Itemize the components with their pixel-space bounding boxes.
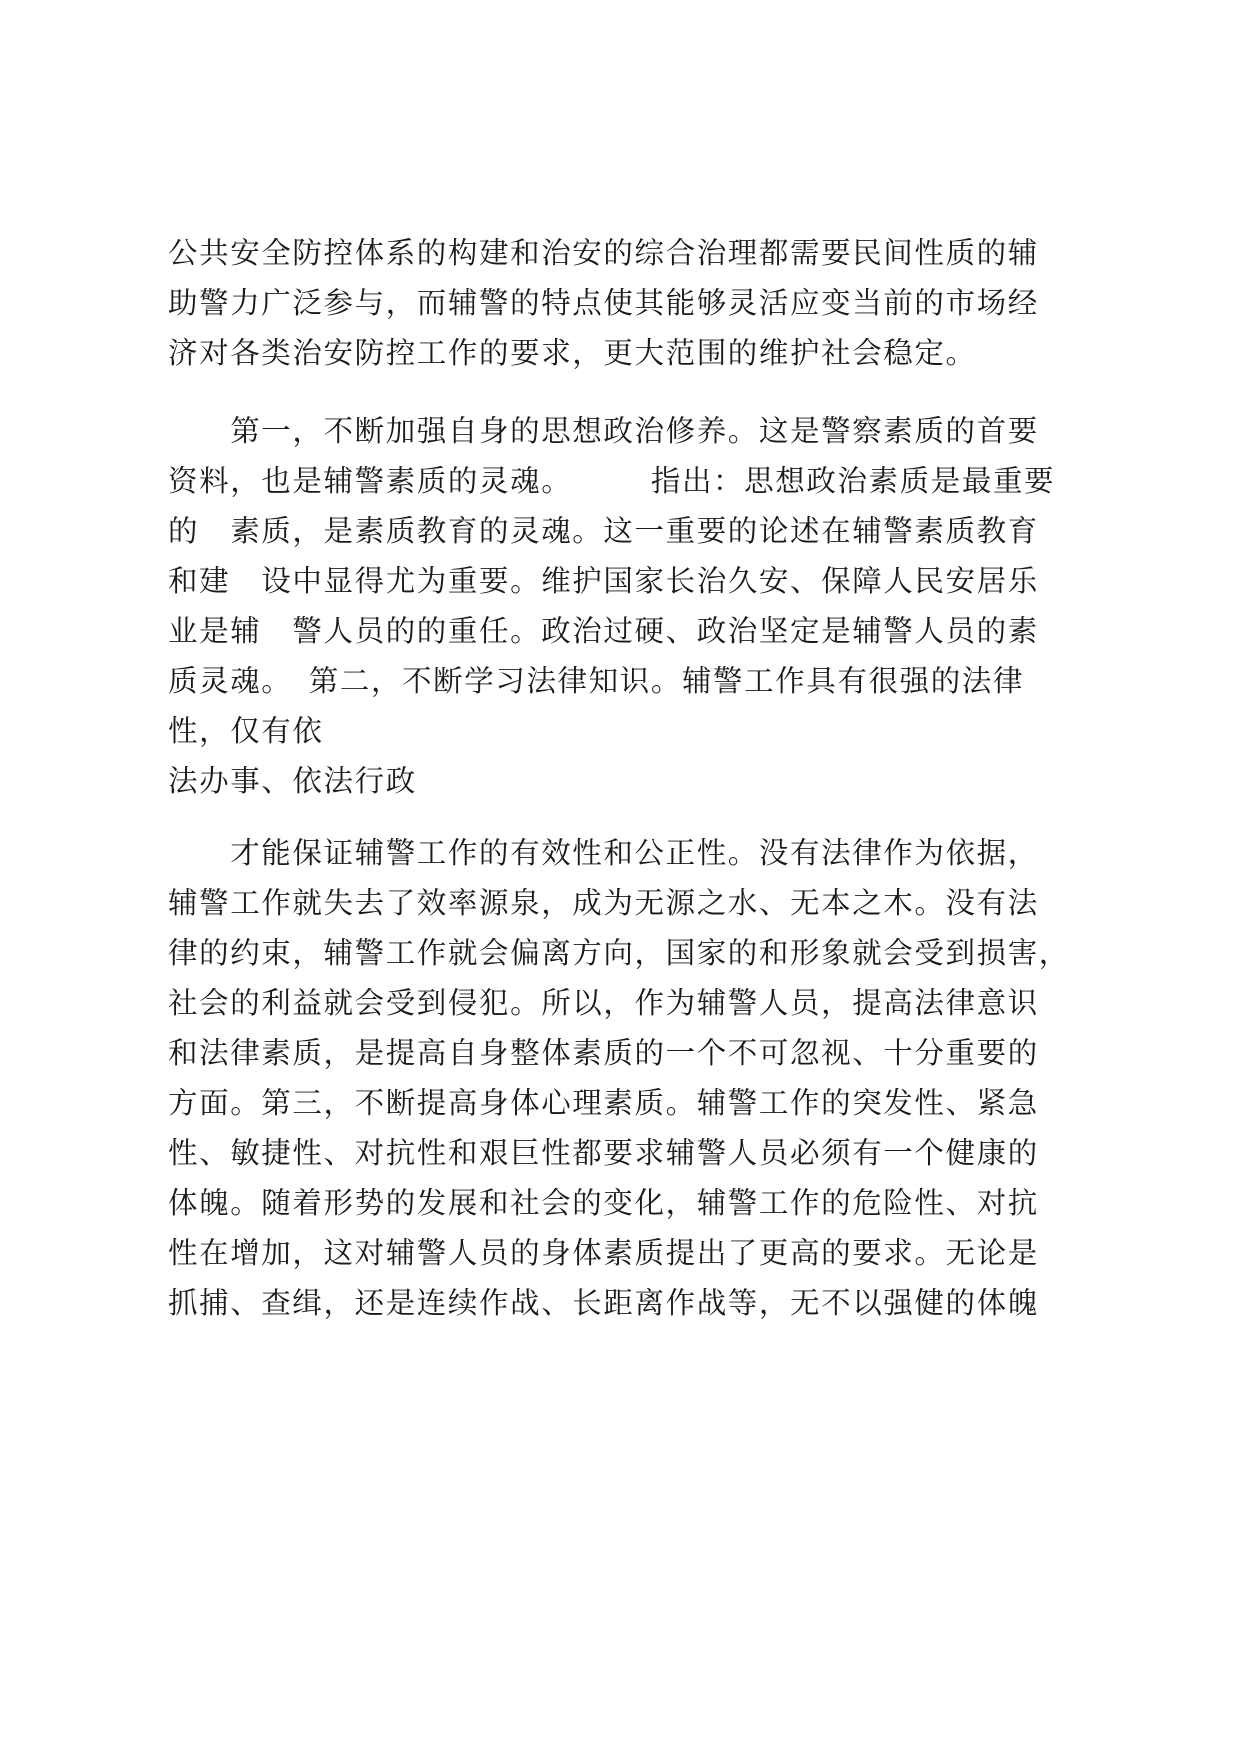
text-line: 才能保证辅警工作的有效性和公正性。没有法律作为依据， (168, 836, 1039, 870)
text-line: 质灵魂。 第二，不断学习法律知识。辅警工作具有很强的法律 (168, 664, 1025, 698)
text-line: 助警力广泛参与，而辅警的特点使其能够灵活应变当前的市场经 (168, 286, 1039, 320)
text-line: 性，仅有依 (168, 714, 324, 748)
text-line: 公共安全防控体系的构建和治安的综合治理都需要民间性质的辅 (168, 236, 1039, 270)
paragraph-3 (168, 756, 1088, 806)
text-line: 辅警工作就失去了效率源泉，成为无源之水、无本之木。没有法 (168, 886, 1039, 920)
text-line: 资料，也是辅警素质的灵魂。 指出：思想政治素质是最重要 (168, 464, 1056, 498)
text-line: 业是辅 警人员的的重任。政治过硬、政治坚定是辅警人员的素 (168, 614, 1039, 648)
paragraph-1 (168, 228, 1088, 378)
text-line: 律的约束，辅警工作就会偏离方向，国家的和形象就会受到损害， (168, 936, 1070, 970)
text-line: 和建 设中显得尤为重要。维护国家长治久安、保障人民安居乐 (168, 564, 1039, 598)
text-line: 方面。第三，不断提高身体心理素质。辅警工作的突发性、紧急 (168, 1086, 1039, 1120)
paragraph-spacer (168, 806, 1088, 828)
text-line: 和法律素质，是提高自身整体素质的一个不可忽视、十分重要的 (168, 1036, 1039, 1070)
text-line: 济对各类治安防控工作的要求，更大范围的维护社会稳定。 (168, 336, 977, 370)
paragraph-spacer (168, 378, 1088, 406)
paragraph-4 (168, 828, 1088, 1328)
text-line: 体魄。随着形势的发展和社会的变化，辅警工作的危险性、对抗 (168, 1186, 1039, 1220)
text-line: 的 素质，是素质教育的灵魂。这一重要的论述在辅警素质教育 (168, 514, 1039, 548)
paragraph-2 (168, 406, 1088, 756)
text-line: 性、敏捷性、对抗性和艰巨性都要求辅警人员必须有一个健康的 (168, 1136, 1039, 1170)
text-line: 性在增加，这对辅警人员的身体素质提出了更高的要求。无论是 (168, 1236, 1039, 1270)
text-line: 第一，不断加强自身的思想政治修养。这是警察素质的首要 (168, 414, 1039, 448)
text-line: 抓捕、查缉，还是连续作战、长距离作战等，无不以强健的体魄 (168, 1286, 1039, 1320)
text-line: 法办事、依法行政 (168, 764, 417, 798)
text-line: 社会的利益就会受到侵犯。所以，作为辅警人员，提高法律意识 (168, 986, 1039, 1020)
document-body (168, 228, 1088, 1328)
